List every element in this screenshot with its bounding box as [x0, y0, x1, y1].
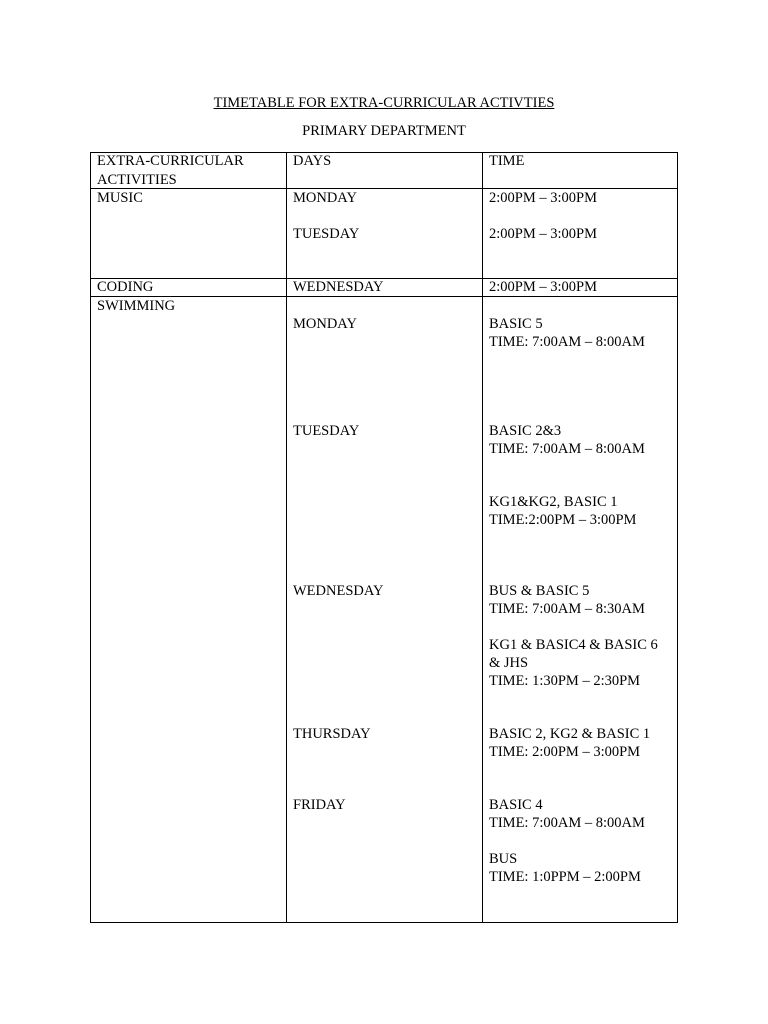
swimming-thursday-group: BASIC 2, KG2 & BASIC 1	[489, 726, 651, 742]
swimming-day-wednesday: WEDNESDAY	[293, 583, 384, 599]
swimming-wednesday-group-2-line1: KG1 & BASIC4 & BASIC 6	[489, 637, 658, 653]
music-day-monday: MONDAY	[293, 190, 357, 206]
swimming-tuesday-group-1: BASIC 2&3	[489, 423, 562, 439]
swimming-wednesday-group-2-line2: & JHS	[489, 655, 529, 671]
swimming-wednesday-group-1: BUS & BASIC 5	[489, 583, 590, 599]
swimming-tuesday-time-1: TIME: 7:00AM – 8:00AM	[489, 441, 645, 457]
swimming-tuesday-group-2: KG1&KG2, BASIC 1	[489, 494, 618, 510]
header-activities-line2: ACTIVITIES	[97, 172, 177, 188]
swimming-monday-time: TIME: 7:00AM – 8:00AM	[489, 334, 645, 350]
timetable	[90, 152, 678, 923]
column-divider-1	[286, 152, 287, 923]
swimming-friday-time-2: TIME: 1:0PPM – 2:00PM	[489, 869, 641, 885]
header-days: DAYS	[293, 153, 332, 169]
swimming-friday-group-2: BUS	[489, 851, 518, 867]
swimming-thursday-time: TIME: 2:00PM – 3:00PM	[489, 744, 641, 760]
activity-coding: CODING	[97, 279, 154, 295]
swimming-day-thursday: THURSDAY	[293, 726, 371, 742]
swimming-day-tuesday: TUESDAY	[293, 423, 360, 439]
document-title: TIMETABLE FOR EXTRA-CURRICULAR ACTIVTIES	[213, 95, 555, 111]
coding-day: WEDNESDAY	[293, 279, 384, 295]
table-border-right	[677, 152, 678, 923]
activity-music: MUSIC	[97, 190, 143, 206]
swimming-wednesday-time-2: TIME: 1:30PM – 2:30PM	[489, 673, 641, 689]
header-time: TIME	[489, 153, 525, 169]
document-subtitle: PRIMARY DEPARTMENT	[302, 123, 466, 139]
column-divider-2	[482, 152, 483, 923]
header-activities-line1: EXTRA-CURRICULAR	[97, 153, 244, 169]
swimming-friday-time-1: TIME: 7:00AM – 8:00AM	[489, 815, 645, 831]
swimming-monday-group: BASIC 5	[489, 316, 543, 332]
swimming-tuesday-time-2: TIME:2:00PM – 3:00PM	[489, 512, 637, 528]
swimming-day-friday: FRIDAY	[293, 797, 346, 813]
table-border-bottom	[90, 922, 678, 923]
swimming-friday-group-1: BASIC 4	[489, 797, 543, 813]
coding-time: 2:00PM – 3:00PM	[489, 279, 597, 295]
music-day-tuesday: TUESDAY	[293, 226, 360, 242]
music-time-monday: 2:00PM – 3:00PM	[489, 190, 597, 206]
swimming-day-monday: MONDAY	[293, 316, 357, 332]
music-time-tuesday: 2:00PM – 3:00PM	[489, 226, 597, 242]
coding-row-divider	[90, 296, 678, 297]
swimming-wednesday-time-1: TIME: 7:00AM – 8:30AM	[489, 601, 645, 617]
table-border-left	[90, 152, 91, 923]
activity-swimming: SWIMMING	[97, 298, 176, 314]
